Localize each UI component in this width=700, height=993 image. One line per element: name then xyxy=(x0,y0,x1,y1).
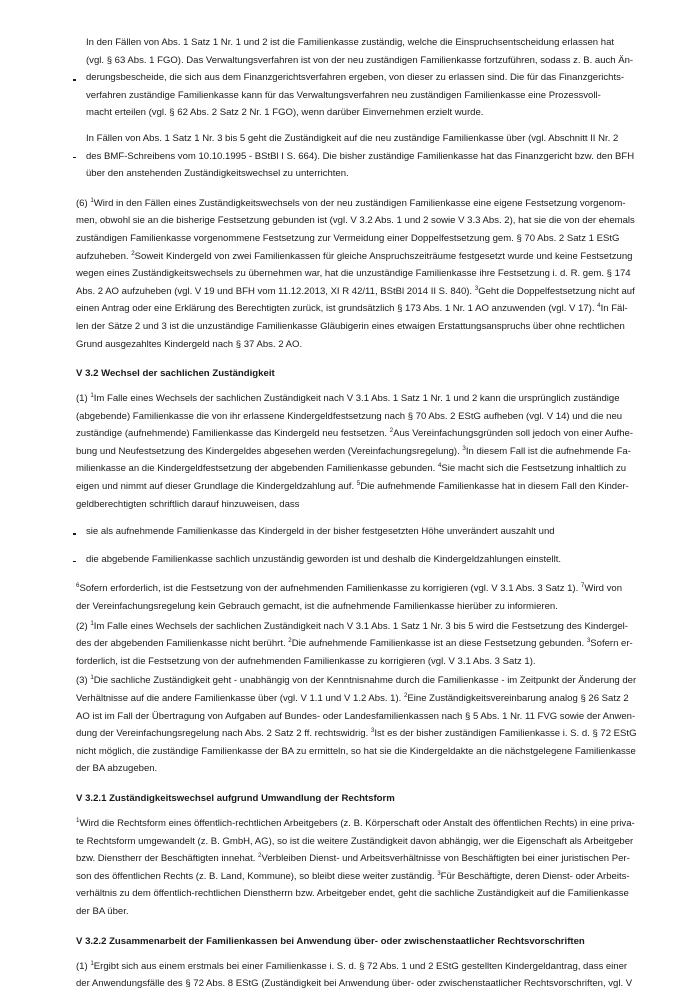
text-line: bung und Neufestsetzung des Kindergeldes abgesehen werden (Vereinfachungsregelung). $^3$In diesem Fall ist die aufnehmende Fa- xyxy=(76,444,631,457)
sentence-number: 2 xyxy=(258,852,262,860)
text-line: des BMF-Schreibens vom 10.10.1995 - BStBl I S. 664). Die bisher zuständige Familienkasse hat das Finanzgericht bzw. den BFH xyxy=(86,150,635,162)
section-heading-v3-2-1: V 3.2.1 Zuständigkeitswechsel aufgrund Umwandlung der Rechtsform xyxy=(76,792,395,804)
text-line: Abs. 2 AO aufzuheben (vgl. V 19 und BFH vom 11.12.2013, XI R 42/11, BStBl 2014 II S. 840). $^3$Geht die Doppelfestsetzung nicht auf xyxy=(76,284,635,297)
text-line: verfahren zuständige Familienkasse kann für das Verwaltungsverfahren neu zuständigen Familienkasse eine Prozessvoll- xyxy=(86,89,601,101)
bullet-mark xyxy=(73,79,76,81)
sentence-number: 2 xyxy=(389,427,394,435)
text-line: son des öffentlichen Rechts (z. B. Land, Kommune), so bleibt diese weiter zuständig. $^3$Für Beschäftigte, deren Dienst- oder Arbeits- xyxy=(76,869,630,882)
text-line: forderlich, ist die Festsetzung von der aufnehmenden Familienkasse zu korrigieren (vgl. V 3.1 Abs. 3 Satz 1). xyxy=(76,655,536,667)
text-line: (2) $^1$Im Falle eines Wechsels der sachlichen Zuständigkeit nach V 3.1 Abs. 1 Satz 1 Nr. 3 bis 5 wird die Festsetzung des Kindergel- xyxy=(76,619,628,632)
paragraph-appeal-cases xyxy=(76,34,640,122)
text-line: In den Fällen von Abs. 1 Satz 1 Nr. 1 und 2 ist die Familienkasse zuständig, welche die Einspruchsentscheidung erlassen hat xyxy=(86,37,615,48)
text-line: einen Antrag oder eine Erklärung des Berechtigten zurück, ist grundsätzlich § 173 Abs. 1 Nr. 1 AO anzuwenden (vgl. V 17). $^4$In Fäl- xyxy=(76,302,628,315)
text-line: bzw. Dienstherr der Beschäftigten innehat. $^2$Verbleiben Dienst- und Arbeitsverhältnisse von Beschäftigten bei einer juristischen Per- xyxy=(76,852,630,865)
text-line: eigen und nimmt auf dieser Grundlage die Kindergeldzahlung auf. $^5$Die aufnehmende Familienkasse hat in diesem Fall den Kinder- xyxy=(76,480,629,493)
text-line: $^6$Sofern erforderlich, ist die Festsetzung von der aufnehmenden Familienkasse zu korrigieren (vgl. V 3.1 Abs. 3 Satz 1). $^7$Wird von xyxy=(76,582,623,595)
section-heading-v3-2-2: V 3.2.2 Zusammenarbeit der Familienkassen bei Anwendung über- oder zwischenstaatlicher Rechtsvorschriften xyxy=(76,935,585,947)
paragraph-court-cases xyxy=(76,130,640,183)
paragraph-v3-2-1 xyxy=(76,390,640,513)
sentence-number: 2 xyxy=(403,692,408,699)
text-line: len der Sätze 2 und 3 ist die unzuständige Familienkasse Gläubigerin eines etwaigen Erstattungsanspruchs über ohne rechtlichen xyxy=(76,320,625,332)
sentence-number: 3 xyxy=(462,444,466,452)
sentence-number: 3 xyxy=(370,727,375,735)
sentence-number: 4 xyxy=(597,302,601,310)
paragraph-v3-2-1-cont xyxy=(76,580,640,615)
sentence-number: 3 xyxy=(586,637,591,645)
bullet-mark xyxy=(73,157,76,159)
text-line: (6) $^1$Wird in den Fällen eines Zuständigkeitswechsels von der neu zuständigen Familienkasse eine eigene Festsetzung vorgenom- xyxy=(76,196,626,209)
text-line: nicht möglich, die zuständige Familienkasse der BA zu ermitteln, so hat sie die Kindergeldakte an die nächstgelegene Familienkasse xyxy=(76,745,636,757)
section-heading-v3-2: V 3.2 Wechsel der sachlichen Zuständigkeit xyxy=(76,368,275,380)
text-line: (1) $^1$Im Falle eines Wechsels der sachlichen Zuständigkeit nach V 3.1 Abs. 1 Satz 1 Nr. 1 und 2 kann die ursprünglich zuständige xyxy=(76,392,620,405)
text-line: AO ist im Fall der Übertragung von Aufgaben auf Bundes- oder Landesfamilienkassen nach § 5 Abs. 1 Nr. 11 FVG sowie der Anwen- xyxy=(76,710,636,722)
text-line: te Rechtsform umgewandelt (z. B. GmbH, AG), so ist die weitere Zuständigkeit davon abhängig, wer die Eigenschaft als Arbeitgeber xyxy=(76,835,634,847)
text-line: In Fällen von Abs. 1 Satz 1 Nr. 3 bis 5 geht die Zuständigkeit auf die neu zuständige Familienkasse über (vgl. Abschnitt II Nr. 2 xyxy=(86,132,619,144)
sentence-number: 3 xyxy=(474,284,479,292)
sentence-number: 2 xyxy=(131,249,135,257)
paragraph-v3-2-2 xyxy=(76,618,640,671)
text-line: (3) $^1$Die sachliche Zuständigkeit geht - unabhängig von der Kenntnisnahme durch die Familienkasse - im Zeitpunkt der Änderung der xyxy=(76,674,637,687)
text-line: aufzuheben. $^2$Soweit Kindergeld von zwei Familienkassen für gleiche Anspruchszeiträume festgesetzt wurde und keine Festsetzung xyxy=(76,249,633,262)
text-line: zuständigen Familienkasse vorgenommene Festsetzung zur Vermeidung einer Doppelfestsetzung gem. § 70 Abs. 2 Satz 1 EStG xyxy=(76,232,620,244)
text-line: milienkasse an die Kindergeldfestsetzung der abgebenden Familienkasse gebunden. $^4$Sie macht sich die Festsetzung inhaltlich zu xyxy=(76,462,627,475)
sentence-number: 1 xyxy=(90,959,94,967)
text-line: zuständige (aufnehmende) Familienkasse das Kindergeld neu festsetzen. $^2$Aus Vereinfachungsgründen soll jedoch von einer Aufhe- xyxy=(76,427,634,440)
text-line: Grund ausgezahltes Kindergeld nach § 37 Abs. 2 AO. xyxy=(76,338,303,350)
sentence-number: 3 xyxy=(437,869,441,877)
text-line: (abgebende) Familienkasse die von ihr erlassene Kindergeldfestsetzung nach § 70 Abs. 2 EStG aufheben (vgl. V 14) und die neu xyxy=(76,410,623,422)
text-line: (vgl. § 63 Abs. 1 FGO). Das Verwaltungsverfahren ist von der neu zuständigen Familienkasse fortzuführen, sodass z. B. auch Än- xyxy=(86,54,634,66)
text-line: dung der Vereinfachungsregelung nach Abs. 2 Satz 2 ff. rechtswidrig. $^3$Ist es der bisher zuständigen Familienkasse i. S. d. § 72 EStG xyxy=(76,727,637,740)
text-line: macht erteilen (vgl. § 62 Abs. 2 Satz 2 Nr. 1 FGO), wenn darüber Einvernehmen erzielt wurde. xyxy=(86,107,484,119)
paragraph-cooperation xyxy=(76,958,640,993)
text-line: men, obwohl sie an die bisherige Festsetzung gebunden ist (vgl. V 3.2 Abs. 1 und 2 sowie V 3.3 Abs. 2), hat sie die von der ehemals xyxy=(76,215,635,227)
sentence-number: 7 xyxy=(580,582,585,590)
text-line: wegen eines Zuständigkeitswechsels zu übernehmen war, hat die unzuständige Familienkasse ihre Festsetzung i. d. R. gem. § 174 xyxy=(76,268,631,280)
text-line: über den anstehenden Zuständigkeitswechsel zu unterrichten. xyxy=(86,168,349,180)
text-line: geldberechtigten schriftlich darauf hinzuweisen, dass xyxy=(76,498,300,510)
text-line: Verhältnisse auf die andere Familienkasse über (vgl. V 1.1 und V 1.2 Abs. 1). $^2$Eine Zuständigkeitsvereinbarung analog § 26 Satz 2 xyxy=(76,692,629,704)
text-line: der Vereinfachungsregelung kein Gebrauch gemacht, ist die aufnehmende Familienkasse hierüber zu informieren. xyxy=(76,601,558,613)
sentence-number: 2 xyxy=(288,637,292,645)
sentence-number: 1 xyxy=(90,674,94,682)
text-line: verhältnis zu dem öffentlich-rechtlichen Dienstherrn bzw. Arbeitgeber endet, geht die sachliche Zuständigkeit auf die Familienkasse xyxy=(76,888,629,900)
text-line: $^1$Wird die Rechtsform eines öffentlich-rechtlichen Arbeitgebers (z. B. Körperschaft oder Anstalt des öffentlichen Rechts) in eine priva- xyxy=(76,816,635,829)
text-line: (1) $^1$Ergibt sich aus einem erstmals bei einer Familienkasse i. S. d. § 72 Abs. 1 und 2 EStG gestellten Kindergeldantrag, dass einer xyxy=(76,959,628,972)
text-line: derungsbescheide, die sich aus dem Finanzgerichtsverfahren ergeben, von dieser zu erlassen sind. Die für das Finanzgerichts- xyxy=(86,72,625,84)
paragraph-6 xyxy=(76,195,640,353)
sentence-number: 5 xyxy=(356,480,361,488)
text-line: der BA über. xyxy=(76,905,129,917)
sentence-number: 1 xyxy=(90,619,94,627)
bullet-item: sie als aufnehmende Familienkasse das Kindergeld in der bisher festgesetzten Höhe unverändert auszahlt und xyxy=(76,523,640,541)
text-line: der Anwendungsfälle des § 72 Abs. 8 EStG (Zuständigkeit bei Anwendung über- oder zwischenstaatlicher Rechtsvorschriften, vgl. V xyxy=(76,978,633,990)
paragraph-legal-form xyxy=(76,815,640,921)
sentence-number: 1 xyxy=(76,816,80,824)
sentence-number: 1 xyxy=(90,196,94,204)
sentence-number: 6 xyxy=(76,582,80,590)
bullet-item: die abgebende Familienkasse sachlich unzuständig geworden ist und deshalb die Kindergeldzahlungen einstellt. xyxy=(76,551,640,569)
text-line: des der abgebenden Familienkasse nicht berührt. $^2$Die aufnehmende Familienkasse ist an diese Festsetzung gebunden. $^3$Sofern er- xyxy=(76,637,633,650)
paragraph-v3-2-3 xyxy=(76,672,640,778)
text-line: der BA abzugeben. xyxy=(76,763,158,775)
sentence-number: 1 xyxy=(90,392,94,400)
sentence-number: 4 xyxy=(437,462,442,470)
